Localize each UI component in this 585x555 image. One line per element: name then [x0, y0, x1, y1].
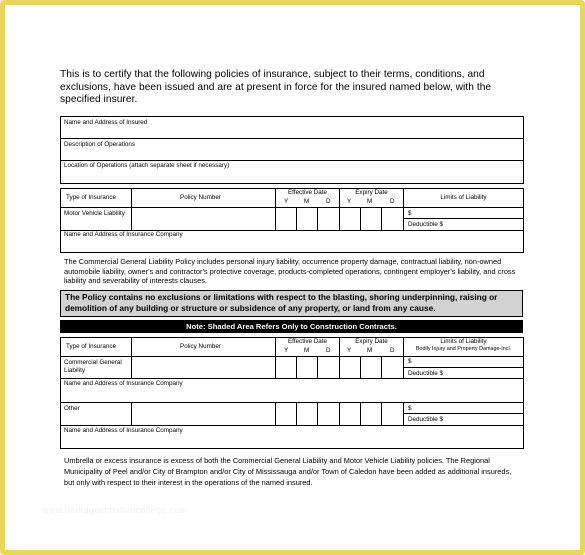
- limits-of-liability-header: Limits of Liability: [440, 194, 487, 201]
- limits-of-liability-header-2: Limits of Liability: [440, 338, 487, 345]
- description-of-operations-label: Description of Operations: [64, 141, 136, 148]
- intro-paragraph: This is to certify that the following policies of insurance, subject to their terms, conditions, and exclusions, have been issued and are at present in force for the insured named below, with the specified insurer.: [60, 69, 492, 105]
- construction-shaded-box: The Policy contains no exclusions or limitations with respect to the blasting, shoring underpinning, raising or demolition of any building or structure or subsidence of any property, or land from any cause.: [60, 290, 523, 317]
- limit-dollar-label: $: [408, 210, 412, 217]
- commercial-general-liability-label: Commercial General Liability: [64, 359, 122, 374]
- expiry-date-header: Expiry Date: [355, 189, 388, 196]
- expiry-date-header-2: Expiry Date: [355, 338, 388, 345]
- type-of-insurance-header-2: Type of Insurance: [66, 343, 117, 350]
- effective-d-2: D: [326, 347, 331, 354]
- deductible-label: Deductible $: [408, 221, 444, 228]
- effective-y: Y: [284, 198, 289, 205]
- policy-number-header-2: Policy Number: [180, 343, 221, 350]
- expiry-m: M: [367, 198, 373, 205]
- limit-dollar-label-3: $: [408, 405, 412, 412]
- insurance-company-label-3: Name and Address of Insurance Company: [64, 427, 183, 434]
- expiry-d: D: [390, 198, 395, 205]
- umbrella-paragraph: Umbrella or excess insurance is excess of both the Commercial General Liability and Motor Vehicle Liability policies. The Regional Municipality of Peel and/or City of Brampton and/or City of Mississauga and/or Town of Caledon have been added as additional insureds, but only with respect to their interest in the operations of the named insured.: [64, 456, 512, 487]
- other-label: Other: [64, 405, 80, 412]
- watermark: www.heritagechristiancollege.com: [42, 505, 188, 515]
- expiry-m-2: M: [367, 347, 373, 354]
- insured-name-address-label: Name and Address of Insured: [64, 119, 148, 126]
- insurance-company-label: Name and Address of Insurance Company: [64, 231, 183, 238]
- construction-note-bar: Note: Shaded Area Refers Only to Construction Contracts.: [60, 320, 523, 333]
- deductible-label-3: Deductible $: [408, 416, 444, 423]
- effective-y-2: Y: [284, 347, 289, 354]
- insurance-company-label-2: Name and Address of Insurance Company: [64, 380, 183, 387]
- expiry-d-2: D: [390, 347, 395, 354]
- expiry-y-2: Y: [347, 347, 352, 354]
- effective-date-header: Effective Date: [287, 189, 328, 196]
- effective-m: M: [304, 198, 310, 205]
- motor-vehicle-liability-label: Motor Vehicle Liability: [64, 210, 125, 217]
- effective-d: D: [326, 198, 331, 205]
- deductible-label-2: Deductible $: [408, 370, 444, 377]
- location-of-operations-label: Location of Operations (attach separate sheet if necessary): [64, 162, 230, 169]
- bodily-injury-subheader: Bodily Injury and Property Damage-Incl.: [415, 346, 512, 352]
- limit-dollar-label-2: $: [408, 358, 412, 365]
- policy-number-header: Policy Number: [180, 194, 221, 201]
- type-of-insurance-header: Type of Insurance: [66, 194, 117, 201]
- effective-date-header-2: Effective Date: [287, 338, 328, 345]
- cgl-paragraph: The Commercial General Liability Policy includes personal injury liability, occurrence property damage, contractual liability, non-owned automobile liability, owner's and contractor's protective coverage, products-completed operations, contingent employer's liability, and cross liability and severability of interests clauses.: [64, 257, 516, 285]
- effective-m-2: M: [304, 347, 310, 354]
- expiry-y: Y: [347, 198, 352, 205]
